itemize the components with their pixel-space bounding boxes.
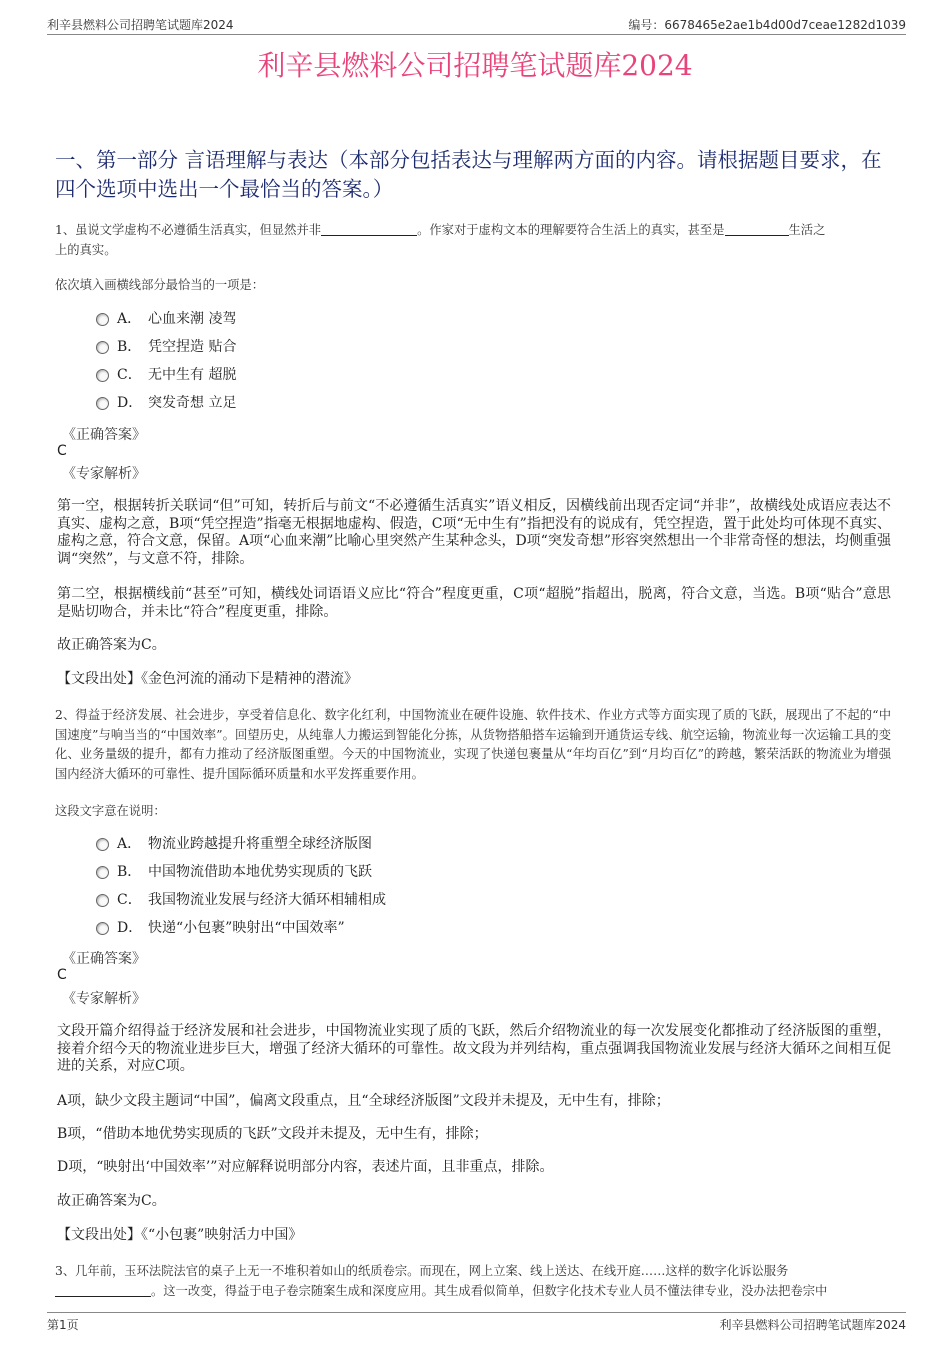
q1-option-b[interactable] [96, 337, 236, 357]
radio-icon[interactable] [96, 894, 109, 907]
q2-option-c[interactable] [96, 890, 386, 910]
header-title: 利辛县燃料公司招聘笔试题库2024 [47, 18, 234, 32]
q1-analysis-para-2: 第二空，根据横线前“甚至”可知，横线处词语语义应比“符合”程度更重，C项“超脱”指超出，脱离，符合文意，当选。B项“贴合”意思是贴切吻合，并未比“符合”程度更重，排除。 [57, 586, 891, 620]
option-text: 物流业跨越提升将重塑全球经济版图 [148, 836, 372, 852]
page-header [47, 14, 906, 35]
q2-option-b[interactable] [96, 862, 372, 882]
option-letter: D． [117, 920, 143, 936]
q3-stem-part-b: 。这一改变，得益于电子卷宗随案生成和深度应用。其生成看似简单，但数字化技术专业人员不懂法律专业，没办法把卷宗中 [151, 1283, 828, 1298]
header-doc-id: 编号：6678465e2ae1b4d00d7ceae1282d1039 [628, 18, 906, 32]
q1-stem-part-b: 。作家对于虚构文本的理解要符合生活上的真实，甚至是 [417, 223, 725, 237]
q2-analysis-option-d: D项，“映射出‘中国效率’”对应解释说明部分内容，表述片面，且非重点，排除。 [57, 1159, 554, 1175]
q1-answer: C [57, 443, 67, 459]
option-letter: B． [117, 339, 142, 355]
q2-prompt: 这段文字意在说明： [55, 804, 166, 818]
q1-stem-part-c: 生活之 [788, 223, 826, 237]
q1-answer-label: 《正确答案》 [62, 427, 146, 443]
q2-conclusion: 故正确答案为C。 [57, 1193, 166, 1209]
radio-icon[interactable] [96, 838, 109, 851]
radio-icon[interactable] [96, 922, 109, 935]
option-text: 中国物流借助本地优势实现质的飞跃 [148, 864, 372, 880]
option-text: 我国物流业发展与经济大循环相辅相成 [148, 892, 386, 908]
q2-option-d[interactable] [96, 918, 345, 938]
radio-icon[interactable] [96, 369, 109, 382]
question-2-stem: 2、得益于经济发展、社会进步，享受着信息化、数字化红利，中国物流业在硬件设施、软件技术、作业方式等方面实现了质的飞跃，展现出了不起的“中国速度”与响当当的“中国效率”。回望历史，从纯靠人力搬运到智能化分拣，从货物搭船搭车运输到开通货运专线、航空运输，物流业每一次运输工具的变化、业务量级的提升，都有力推动了经济版图重塑。今天的中国物流业，实现了快递包裹量从“年均百亿”到“月均百亿”的跨越，繁荣活跃的物流业为增强国内经济大循环的可靠性、提升国际循环质量和水平发挥重要作用。 [55, 708, 891, 781]
question-1-stem [55, 221, 891, 260]
q2-answer: C [57, 967, 67, 983]
question-3-stem [55, 1262, 891, 1301]
q1-option-c[interactable] [96, 365, 236, 385]
option-letter: D． [117, 395, 143, 411]
q2-option-a[interactable] [96, 834, 372, 854]
q1-source: 【文段出处】《金色河流的涌动下是精神的潜流》 [57, 671, 358, 687]
q1-blank-2 [725, 223, 789, 236]
section-heading: 一、第一部分 言语理解与表达（本部分包括表达与理解两方面的内容。请根据题目要求，在四个选项中选出一个最恰当的答案。） [55, 148, 882, 201]
q3-blank-1 [55, 1284, 151, 1297]
q2-analysis-label: 《专家解析》 [62, 991, 146, 1007]
q1-analysis-para-1: 第一空，根据转折关联词“但”可知，转折后与前文“不必遵循生活真实”语义相反，因横线前出现否定词“并非”，故横线处成语应表达不真实、虚构之意，B项“凭空捏造”指毫无根据地虚构、假造，C项“无中生有”指把没有的说成有，凭空捏造，置于此处均可体现不真实、虚构之意，符合文意，保留。A项“心血来潮”比喻心里突然产生某种念头，D项“突发奇想”形容突然想出一个非常奇怪的想法，均侧重强调“突然”，与文意不符，排除。 [57, 498, 891, 567]
q2-analysis-option-a: A项，缺少文段主题词“中国”，偏离文段重点，且“全球经济版图”文段并未提及，无中生有，排除； [57, 1093, 670, 1109]
option-text: 无中生有 超脱 [148, 367, 237, 383]
q1-analysis-label: 《专家解析》 [62, 466, 146, 482]
q1-blank-1 [321, 223, 417, 236]
q2-analysis-option-b: B项，“借助本地优势实现质的飞跃”文段并未提及，无中生有，排除； [57, 1126, 488, 1142]
option-text: 快递“小包裹”映射出“中国效率” [148, 920, 345, 936]
radio-icon[interactable] [96, 866, 109, 879]
option-letter: A． [117, 311, 142, 327]
radio-icon[interactable] [96, 313, 109, 326]
q1-option-a[interactable] [96, 309, 236, 329]
option-letter: B． [117, 864, 142, 880]
option-letter: A． [117, 836, 142, 852]
q1-stem-part-d: 上的真实。 [55, 242, 117, 257]
option-letter: C． [117, 892, 142, 908]
document-title: 利辛县燃料公司招聘笔试题库2024 [257, 49, 693, 82]
q1-option-d[interactable] [96, 393, 236, 413]
radio-icon[interactable] [96, 341, 109, 354]
page-footer [47, 1312, 906, 1333]
q2-answer-label: 《正确答案》 [62, 951, 146, 967]
page-number: 第1页 [47, 1318, 79, 1332]
q1-stem-part-a: 1、虽说文学虚构不必遵循生活真实，但显然并非 [55, 223, 322, 237]
q1-conclusion: 故正确答案为C。 [57, 637, 166, 653]
q1-prompt: 依次填入画横线部分最恰当的一项是： [55, 278, 265, 292]
option-text: 突发奇想 立足 [148, 395, 237, 411]
q3-stem-part-a: 3、几年前，玉环法院法官的桌子上无一不堆积着如山的纸质卷宗。而现在，网上立案、线上送达、在线开庭……这样的数字化诉讼服务 [55, 1264, 789, 1278]
option-text: 凭空捏造 贴合 [148, 339, 237, 355]
footer-title: 利辛县燃料公司招聘笔试题库2024 [719, 1318, 906, 1332]
q2-source: 【文段出处】《“小包裹”映射活力中国》 [57, 1227, 303, 1243]
option-letter: C． [117, 367, 142, 383]
radio-icon[interactable] [96, 397, 109, 410]
q2-analysis-para-1: 文段开篇介绍得益于经济发展和社会进步，中国物流业实现了质的飞跃，然后介绍物流业的每一次发展变化都推动了经济版图的重塑，接着介绍今天的物流业进步巨大，增强了经济大循环的可靠性。故文段为并列结构，重点强调我国物流业发展与经济大循环之间相互促进的关系，对应C项。 [57, 1023, 891, 1074]
option-text: 心血来潮 凌驾 [148, 311, 237, 327]
